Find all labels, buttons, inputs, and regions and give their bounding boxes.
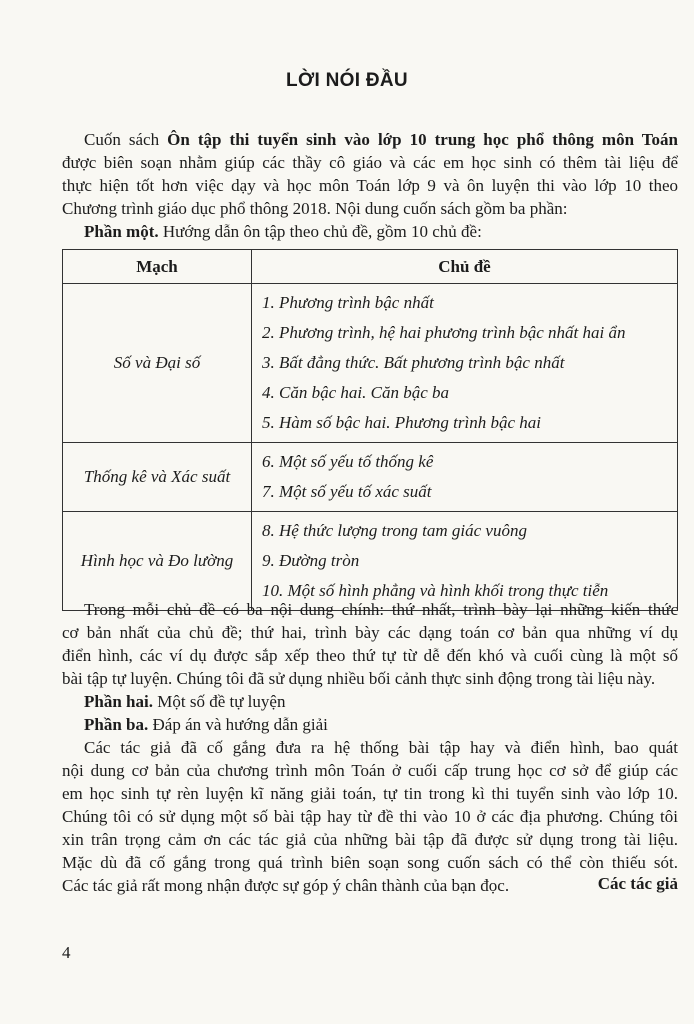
book-title: Ôn tập thi tuyển sinh vào lớp 10 trung học phổ thông môn Toán bbox=[167, 130, 679, 149]
intro-paragraph: Cuốn sách Ôn tập thi tuyển sinh vào lớp 10 trung học phổ thông môn Toán được biên soạn nhằm giúp các thầy cô giáo và các em học sinh có thêm tài liệu để thực hiện tốt hơn việc dạy và học môn Toán lớp 9 và ôn luyện thi vào lớp 10 theo Chương trình giáo dục phổ thông 2018. Nội dung cuốn sách gồm ba phần: bbox=[62, 130, 679, 218]
table-row bbox=[63, 284, 678, 443]
topic-item: 3. Bất đẳng thức. Bất phương trình bậc nhất bbox=[262, 353, 565, 372]
header-mach: Mạch bbox=[63, 250, 252, 284]
topic-item: 5. Hàm số bậc hai. Phương trình bậc hai bbox=[262, 413, 541, 432]
topic-item: 4. Căn bậc hai. Căn bậc ba bbox=[262, 383, 449, 402]
topics-cell bbox=[252, 512, 678, 611]
table-row bbox=[63, 512, 678, 611]
page-title: LỜI NÓI ĐẦU bbox=[286, 70, 408, 91]
topic-item: 1. Phương trình bậc nhất bbox=[262, 293, 434, 312]
table-header bbox=[63, 250, 678, 284]
page-number: 4 bbox=[62, 943, 71, 962]
table-row bbox=[63, 443, 678, 512]
topic-item: 2. Phương trình, hệ hai phương trình bậc nhất hai ẩn bbox=[262, 323, 626, 342]
part-one-intro: Phần một. Hướng dẫn ôn tập theo chủ đề, gồm 10 chủ đề: bbox=[84, 222, 482, 241]
part-three: Phần ba. Đáp án và hướng dẫn giải bbox=[84, 715, 328, 734]
signature: Các tác giả bbox=[597, 874, 678, 893]
topic-item: 8. Hệ thức lượng trong tam giác vuông bbox=[262, 521, 527, 540]
strand-cell: Số và Đại số bbox=[63, 284, 252, 443]
content-paragraph: Trong mỗi chủ đề có ba nội dung chính: thứ nhất, trình bày lại những kiến thức cơ bản nhất của chủ đề; thứ hai, trình bày các dạng toán cơ bản qua những ví dụ điển hình, các ví dụ được sắp xếp theo thứ tự từ dễ đến khó và cuối cùng là một số bài tập tự luyện. Chúng tôi đã sử dụng nhiều bối cảnh thực sinh động trong tài liệu này. bbox=[62, 600, 678, 688]
topics-cell bbox=[252, 284, 678, 443]
topics-cell bbox=[252, 443, 678, 512]
topic-item: 9. Đường tròn bbox=[262, 551, 360, 570]
part-two: Phần hai. Một số đề tự luyện bbox=[84, 692, 286, 711]
topic-item: 7. Một số yếu tố xác suất bbox=[262, 482, 432, 501]
topics-table bbox=[62, 249, 678, 611]
topic-item: 6. Một số yếu tố thống kê bbox=[262, 452, 434, 471]
strand-cell: Hình học và Đo lường bbox=[63, 512, 252, 611]
header-chude: Chủ đề bbox=[252, 250, 678, 284]
strand-cell: Thống kê và Xác suất bbox=[63, 443, 252, 512]
closing-paragraph: Các tác giả đã cố gắng đưa ra hệ thống bài tập hay và điển hình, bao quát nội dung cơ bản của chương trình môn Toán ở cuối cấp trung học cơ sở để giúp các em học sinh tự rèn luyện kĩ năng giải toán, tự tin trong kì thi tuyển sinh vào lớp 10. Chúng tôi có sử dụng một số bài tập hay từ đề thi vào 10 ở các địa phương. Chúng tôi xin trân trọng cảm ơn các tác giả của những bài tập đã được sử dụng trong tài liệu. Mặc dù đã cố gắng trong quá trình biên soạn song cuốn sách có thể còn thiếu sót. Các tác giả rất mong nhận được sự góp ý chân thành của bạn đọc. bbox=[62, 738, 678, 895]
topic-item: 10. Một số hình phẳng và hình khối trong thực tiễn bbox=[262, 581, 609, 600]
